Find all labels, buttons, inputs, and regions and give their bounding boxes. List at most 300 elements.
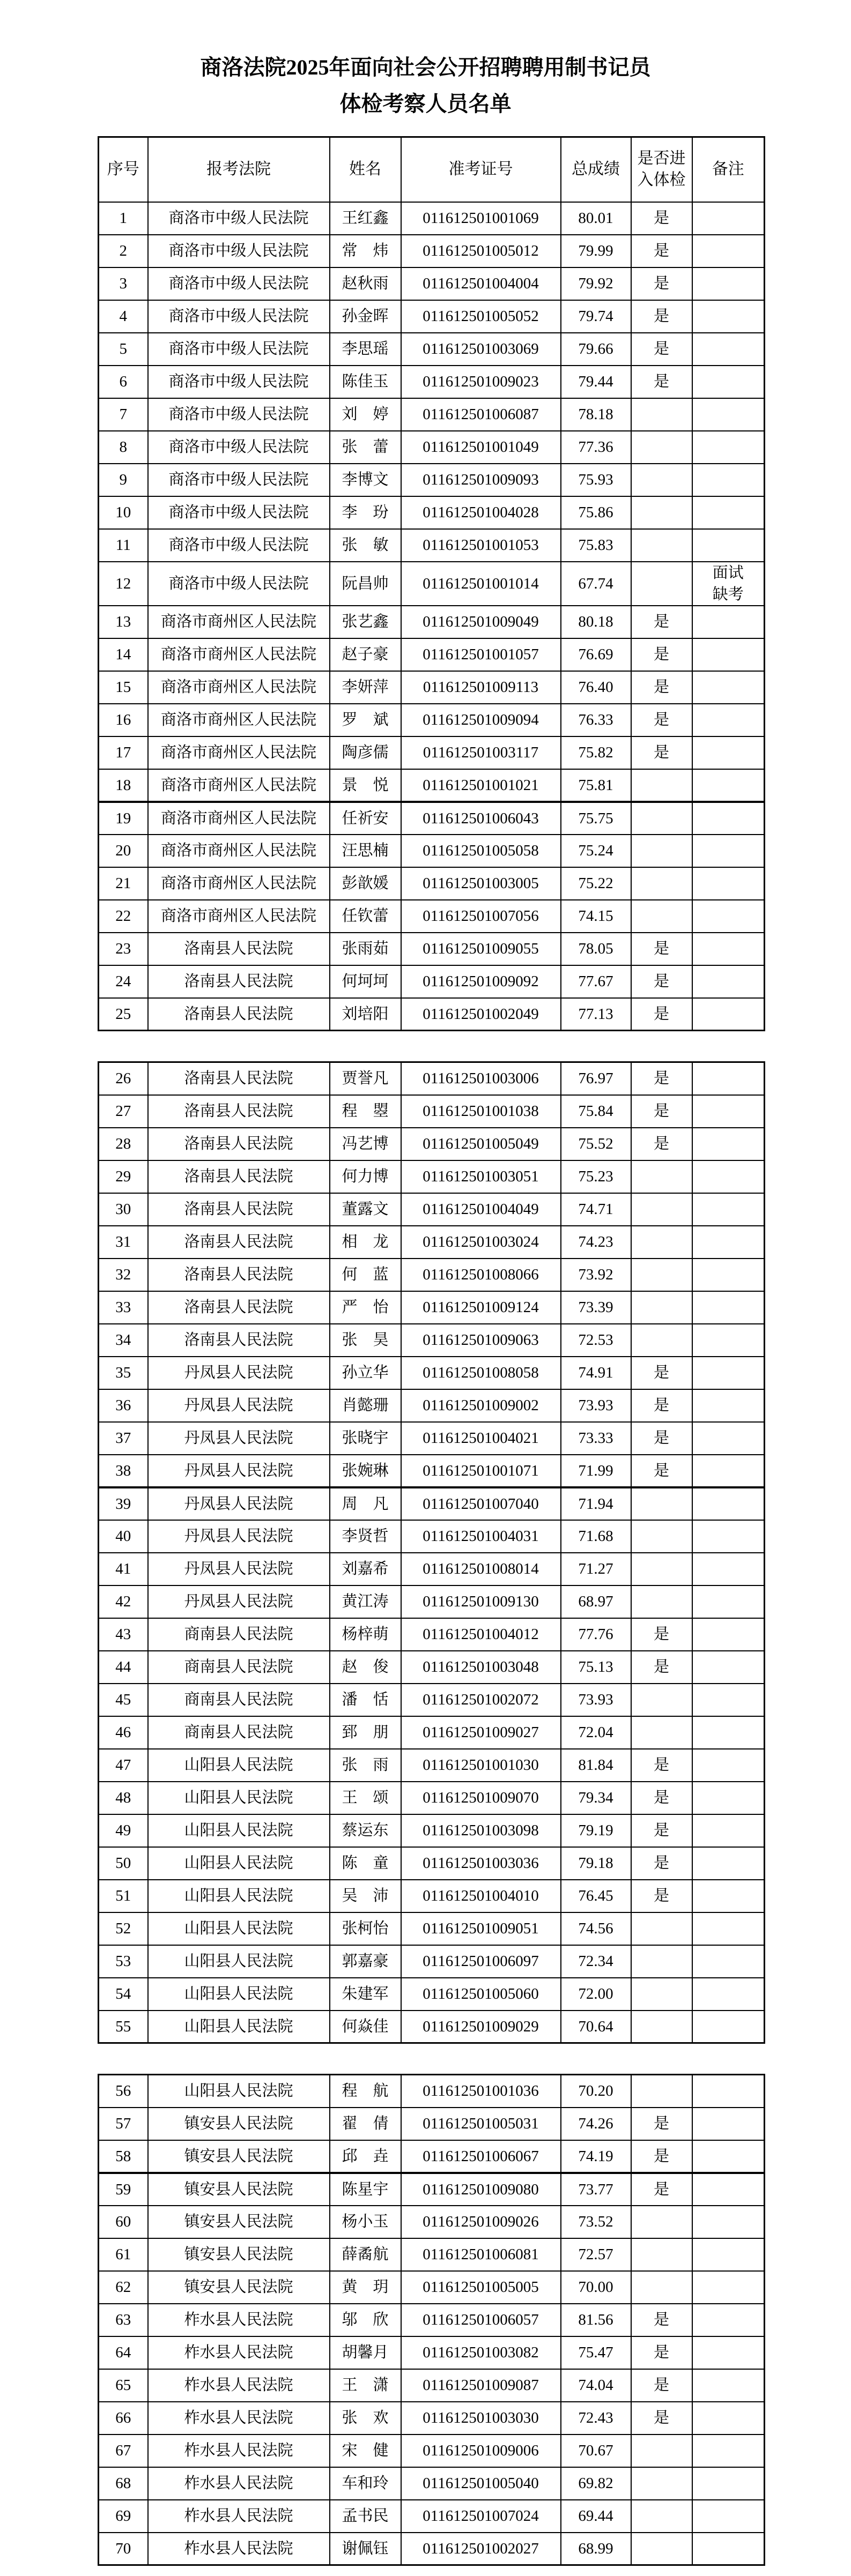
- cell-court: 柞水县人民法院: [148, 2434, 330, 2467]
- table-row: [99, 2500, 765, 2533]
- cell-name: 蔡运东: [330, 1814, 401, 1847]
- cell-remark: [692, 638, 765, 671]
- table-row: [99, 529, 765, 562]
- table-row: [99, 1357, 765, 1389]
- cell-remark: [692, 998, 765, 1031]
- table-row: [99, 965, 765, 998]
- cell-court: 商洛市中级人民法院: [148, 333, 330, 366]
- cell-enter-exam: [631, 769, 692, 802]
- cell-seq: 32: [99, 1259, 148, 1291]
- table-row: [99, 2173, 765, 2206]
- cell-name: 任钦蕾: [330, 900, 401, 933]
- cell-court: 商洛市中级人民法院: [148, 431, 330, 464]
- cell-seq: 2: [99, 235, 148, 267]
- cell-court: 商洛市中级人民法院: [148, 529, 330, 562]
- cell-seq: 40: [99, 1520, 148, 1553]
- cell-exam-no: 011612501006081: [401, 2238, 561, 2271]
- cell-exam-no: 011612501009051: [401, 1912, 561, 1945]
- table-row: [99, 1259, 765, 1291]
- cell-court: 商洛市商州区人民法院: [148, 671, 330, 704]
- cell-seq: 69: [99, 2500, 148, 2533]
- cell-court: 商洛市商州区人民法院: [148, 736, 330, 769]
- cell-exam-no: 011612501004010: [401, 1880, 561, 1912]
- cell-name: 董露文: [330, 1193, 401, 1226]
- cell-score: 78.18: [561, 398, 631, 431]
- cell-score: 79.74: [561, 300, 631, 333]
- cell-remark: [692, 1324, 765, 1357]
- cell-score: 67.74: [561, 562, 631, 606]
- cell-enter-exam: 是: [631, 965, 692, 998]
- cell-seq: 38: [99, 1455, 148, 1487]
- cell-exam-no: 011612501005058: [401, 835, 561, 867]
- cell-seq: 22: [99, 900, 148, 933]
- cell-court: 洛南县人民法院: [148, 1062, 330, 1095]
- cell-remark: [692, 835, 765, 867]
- cell-name: 赵秋雨: [330, 267, 401, 300]
- cell-exam-no: 011612501009049: [401, 606, 561, 638]
- cell-name: 孙立华: [330, 1357, 401, 1389]
- cell-score: 75.24: [561, 835, 631, 867]
- cell-exam-no: 011612501003117: [401, 736, 561, 769]
- cell-name: 贾誉凡: [330, 1062, 401, 1095]
- cell-remark: [692, 1684, 765, 1716]
- cell-seq: 53: [99, 1945, 148, 1978]
- cell-court: 商洛市商州区人民法院: [148, 638, 330, 671]
- cell-remark: [692, 2075, 765, 2108]
- cell-remark: [692, 1095, 765, 1128]
- table-row: [99, 998, 765, 1031]
- cell-seq: 16: [99, 704, 148, 736]
- cell-court: 山阳县人民法院: [148, 1749, 330, 1782]
- table-row: [99, 2467, 765, 2500]
- table-row: [99, 1389, 765, 1422]
- cell-court: 商洛市商州区人民法院: [148, 802, 330, 835]
- header-seq: 序号: [99, 137, 148, 202]
- cell-enter-exam: [631, 1553, 692, 1585]
- cell-exam-no: 011612501001069: [401, 202, 561, 235]
- cell-score: 76.97: [561, 1062, 631, 1095]
- cell-court: 山阳县人民法院: [148, 2075, 330, 2108]
- cell-remark: [692, 2434, 765, 2467]
- cell-enter-exam: 是: [631, 671, 692, 704]
- cell-score: 76.69: [561, 638, 631, 671]
- cell-exam-no: 011612501009093: [401, 464, 561, 496]
- cell-exam-no: 011612501009113: [401, 671, 561, 704]
- cell-exam-no: 011612501004031: [401, 1520, 561, 1553]
- cell-name: 景 悦: [330, 769, 401, 802]
- cell-remark: [692, 267, 765, 300]
- cell-score: 74.15: [561, 900, 631, 933]
- cell-remark: [692, 1422, 765, 1455]
- header-exam-no: 准考证号: [401, 137, 561, 202]
- cell-enter-exam: [631, 1193, 692, 1226]
- table-row: [99, 431, 765, 464]
- cell-exam-no: 011612501004012: [401, 1618, 561, 1651]
- cell-seq: 43: [99, 1618, 148, 1651]
- table-row: [99, 704, 765, 736]
- cell-score: 72.43: [561, 2402, 631, 2434]
- cell-exam-no: 011612501003036: [401, 1847, 561, 1880]
- table-row: [99, 1324, 765, 1357]
- cell-remark: [692, 2140, 765, 2173]
- cell-court: 商洛市中级人民法院: [148, 562, 330, 606]
- table-row: [99, 606, 765, 638]
- cell-remark: [692, 1945, 765, 1978]
- cell-seq: 14: [99, 638, 148, 671]
- cell-court: 洛南县人民法院: [148, 1226, 330, 1259]
- cell-score: 73.93: [561, 1684, 631, 1716]
- cell-remark: [692, 1455, 765, 1487]
- cell-exam-no: 011612501004028: [401, 496, 561, 529]
- cell-name: 邬 欣: [330, 2304, 401, 2336]
- table-row: [99, 1193, 765, 1226]
- cell-seq: 3: [99, 267, 148, 300]
- cell-score: 77.76: [561, 1618, 631, 1651]
- table-row: [99, 1814, 765, 1847]
- cell-court: 丹凤县人民法院: [148, 1585, 330, 1618]
- cell-name: 张 蕾: [330, 431, 401, 464]
- table-row: [99, 1128, 765, 1160]
- cell-remark: [692, 2304, 765, 2336]
- cell-enter-exam: [631, 1978, 692, 2011]
- cell-score: 75.86: [561, 496, 631, 529]
- cell-remark: [692, 398, 765, 431]
- cell-exam-no: 011612501009027: [401, 1716, 561, 1749]
- cell-seq: 19: [99, 802, 148, 835]
- cell-name: 王 颂: [330, 1782, 401, 1814]
- cell-enter-exam: 是: [631, 2402, 692, 2434]
- cell-seq: 6: [99, 366, 148, 398]
- cell-enter-exam: 是: [631, 1880, 692, 1912]
- cell-score: 72.53: [561, 1324, 631, 1357]
- cell-enter-exam: 是: [631, 1814, 692, 1847]
- cell-exam-no: 011612501009087: [401, 2369, 561, 2402]
- cell-remark: [692, 366, 765, 398]
- cell-enter-exam: 是: [631, 638, 692, 671]
- cell-score: 74.56: [561, 1912, 631, 1945]
- cell-score: 75.22: [561, 867, 631, 900]
- cell-enter-exam: [631, 562, 692, 606]
- table-row: [99, 1291, 765, 1324]
- cell-score: 80.01: [561, 202, 631, 235]
- cell-exam-no: 011612501001021: [401, 769, 561, 802]
- table-row: [99, 1716, 765, 1749]
- cell-seq: 23: [99, 933, 148, 965]
- cell-score: 77.13: [561, 998, 631, 1031]
- cell-seq: 10: [99, 496, 148, 529]
- cell-name: 黄江涛: [330, 1585, 401, 1618]
- cell-name: 孙金晖: [330, 300, 401, 333]
- cell-name: 严 怡: [330, 1291, 401, 1324]
- cell-score: 74.71: [561, 1193, 631, 1226]
- cell-score: 71.68: [561, 1520, 631, 1553]
- cell-exam-no: 011612501009029: [401, 2011, 561, 2043]
- roster-table-block-2: [98, 1061, 765, 2044]
- cell-court: 洛南县人民法院: [148, 1128, 330, 1160]
- cell-seq: 60: [99, 2206, 148, 2238]
- cell-remark: [692, 1749, 765, 1782]
- cell-seq: 50: [99, 1847, 148, 1880]
- cell-exam-no: 011612501008066: [401, 1259, 561, 1291]
- cell-enter-exam: 是: [631, 606, 692, 638]
- cell-enter-exam: 是: [631, 1782, 692, 1814]
- cell-court: 镇安县人民法院: [148, 2173, 330, 2206]
- cell-enter-exam: 是: [631, 1618, 692, 1651]
- cell-court: 丹凤县人民法院: [148, 1553, 330, 1585]
- cell-name: 陈 童: [330, 1847, 401, 1880]
- cell-name: 薛矞航: [330, 2238, 401, 2271]
- table-row: [99, 562, 765, 606]
- cell-enter-exam: 是: [631, 267, 692, 300]
- table-row: [99, 1651, 765, 1684]
- table-row: [99, 1062, 765, 1095]
- cell-enter-exam: 是: [631, 202, 692, 235]
- cell-remark: [692, 1291, 765, 1324]
- cell-court: 镇安县人民法院: [148, 2271, 330, 2304]
- cell-remark: [692, 333, 765, 366]
- cell-name: 胡馨月: [330, 2336, 401, 2369]
- cell-court: 丹凤县人民法院: [148, 1389, 330, 1422]
- cell-exam-no: 011612501005052: [401, 300, 561, 333]
- cell-exam-no: 011612501008014: [401, 1553, 561, 1585]
- cell-exam-no: 011612501001038: [401, 1095, 561, 1128]
- cell-remark: [692, 802, 765, 835]
- table-row: [99, 2533, 765, 2565]
- cell-enter-exam: [631, 1945, 692, 1978]
- cell-court: 商南县人民法院: [148, 1618, 330, 1651]
- cell-exam-no: 011612501006057: [401, 2304, 561, 2336]
- cell-remark: [692, 1062, 765, 1095]
- cell-score: 79.66: [561, 333, 631, 366]
- table-row: [99, 638, 765, 671]
- cell-name: 任祈安: [330, 802, 401, 835]
- cell-court: 商洛市中级人民法院: [148, 496, 330, 529]
- cell-remark: [692, 769, 765, 802]
- cell-name: 周 凡: [330, 1487, 401, 1520]
- cell-court: 柞水县人民法院: [148, 2500, 330, 2533]
- cell-exam-no: 011612501005060: [401, 1978, 561, 2011]
- cell-seq: 64: [99, 2336, 148, 2369]
- cell-enter-exam: [631, 529, 692, 562]
- cell-enter-exam: [631, 1912, 692, 1945]
- cell-enter-exam: [631, 2467, 692, 2500]
- cell-court: 商洛市中级人民法院: [148, 202, 330, 235]
- cell-remark: [692, 1520, 765, 1553]
- cell-enter-exam: [631, 2075, 692, 2108]
- cell-exam-no: 011612501003005: [401, 867, 561, 900]
- cell-name: 汪思楠: [330, 835, 401, 867]
- cell-score: 73.39: [561, 1291, 631, 1324]
- cell-exam-no: 011612501009070: [401, 1782, 561, 1814]
- table-row: [99, 1553, 765, 1585]
- cell-remark: [692, 2206, 765, 2238]
- cell-seq: 8: [99, 431, 148, 464]
- cell-name: 张雨茹: [330, 933, 401, 965]
- cell-score: 74.04: [561, 2369, 631, 2402]
- cell-name: 张柯怡: [330, 1912, 401, 1945]
- cell-seq: 1: [99, 202, 148, 235]
- cell-seq: 48: [99, 1782, 148, 1814]
- cell-exam-no: 011612501001071: [401, 1455, 561, 1487]
- cell-seq: 54: [99, 1978, 148, 2011]
- cell-name: 刘培阳: [330, 998, 401, 1031]
- cell-name: 张 敏: [330, 529, 401, 562]
- cell-enter-exam: 是: [631, 1389, 692, 1422]
- table-row: [99, 769, 765, 802]
- cell-enter-exam: [631, 802, 692, 835]
- cell-exam-no: 011612501001053: [401, 529, 561, 562]
- cell-score: 72.57: [561, 2238, 631, 2271]
- cell-remark: [692, 529, 765, 562]
- cell-score: 69.82: [561, 2467, 631, 2500]
- cell-seq: 37: [99, 1422, 148, 1455]
- cell-remark: [692, 2238, 765, 2271]
- table-row: [99, 1945, 765, 1978]
- header-court: 报考法院: [148, 137, 330, 202]
- cell-enter-exam: [631, 2434, 692, 2467]
- cell-name: 王 潇: [330, 2369, 401, 2402]
- cell-remark: [692, 2271, 765, 2304]
- table-row: [99, 1487, 765, 1520]
- cell-court: 商洛市中级人民法院: [148, 366, 330, 398]
- cell-seq: 31: [99, 1226, 148, 1259]
- cell-seq: 39: [99, 1487, 148, 1520]
- table-row: [99, 2304, 765, 2336]
- cell-enter-exam: 是: [631, 2336, 692, 2369]
- cell-seq: 51: [99, 1880, 148, 1912]
- cell-name: 朱建军: [330, 1978, 401, 2011]
- cell-remark: [692, 2173, 765, 2206]
- cell-remark: [692, 2402, 765, 2434]
- cell-seq: 58: [99, 2140, 148, 2173]
- cell-name: 阮昌帅: [330, 562, 401, 606]
- cell-remark: [692, 1782, 765, 1814]
- cell-seq: 28: [99, 1128, 148, 1160]
- cell-enter-exam: 是: [631, 933, 692, 965]
- cell-remark: [692, 867, 765, 900]
- cell-seq: 49: [99, 1814, 148, 1847]
- cell-seq: 62: [99, 2271, 148, 2304]
- cell-score: 70.00: [561, 2271, 631, 2304]
- cell-score: 77.36: [561, 431, 631, 464]
- cell-seq: 59: [99, 2173, 148, 2206]
- cell-name: 刘 婷: [330, 398, 401, 431]
- cell-exam-no: 011612501004049: [401, 1193, 561, 1226]
- cell-enter-exam: 是: [631, 1062, 692, 1095]
- table-row: [99, 1912, 765, 1945]
- cell-score: 73.52: [561, 2206, 631, 2238]
- cell-enter-exam: 是: [631, 1422, 692, 1455]
- cell-remark: [692, 1814, 765, 1847]
- cell-seq: 68: [99, 2467, 148, 2500]
- cell-name: 李博文: [330, 464, 401, 496]
- table-row: [99, 2402, 765, 2434]
- cell-exam-no: 011612501007056: [401, 900, 561, 933]
- table-row: [99, 1226, 765, 1259]
- cell-exam-no: 011612501009063: [401, 1324, 561, 1357]
- cell-score: 75.93: [561, 464, 631, 496]
- cell-seq: 61: [99, 2238, 148, 2271]
- cell-name: 邱 垚: [330, 2140, 401, 2173]
- table-row: [99, 671, 765, 704]
- table-row: [99, 1455, 765, 1487]
- table-row: [99, 802, 765, 835]
- cell-court: 商洛市商州区人民法院: [148, 704, 330, 736]
- cell-remark: [692, 1618, 765, 1651]
- table-row: [99, 202, 765, 235]
- table-row: [99, 1978, 765, 2011]
- cell-remark: [692, 965, 765, 998]
- cell-enter-exam: [631, 2011, 692, 2043]
- cell-exam-no: 011612501003051: [401, 1160, 561, 1193]
- cell-seq: 9: [99, 464, 148, 496]
- cell-score: 68.99: [561, 2533, 631, 2565]
- cell-enter-exam: [631, 496, 692, 529]
- table-row: [99, 1585, 765, 1618]
- cell-name: 郭嘉豪: [330, 1945, 401, 1978]
- cell-court: 山阳县人民法院: [148, 1978, 330, 2011]
- cell-name: 张艺鑫: [330, 606, 401, 638]
- cell-score: 76.33: [561, 704, 631, 736]
- cell-exam-no: 011612501003098: [401, 1814, 561, 1847]
- cell-score: 79.18: [561, 1847, 631, 1880]
- table-row: [99, 1095, 765, 1128]
- cell-name: 冯艺博: [330, 1128, 401, 1160]
- table-row: [99, 2011, 765, 2043]
- cell-remark: [692, 1160, 765, 1193]
- cell-enter-exam: 是: [631, 1095, 692, 1128]
- cell-seq: 66: [99, 2402, 148, 2434]
- cell-seq: 70: [99, 2533, 148, 2565]
- cell-exam-no: 011612501005012: [401, 235, 561, 267]
- cell-court: 洛南县人民法院: [148, 1193, 330, 1226]
- cell-court: 商洛市中级人民法院: [148, 398, 330, 431]
- table-row: [99, 835, 765, 867]
- cell-seq: 25: [99, 998, 148, 1031]
- cell-enter-exam: [631, 1487, 692, 1520]
- cell-seq: 67: [99, 2434, 148, 2467]
- table-row: [99, 2336, 765, 2369]
- cell-name: 常 炜: [330, 235, 401, 267]
- cell-score: 72.34: [561, 1945, 631, 1978]
- cell-score: 73.77: [561, 2173, 631, 2206]
- cell-name: 吴 沛: [330, 1880, 401, 1912]
- cell-score: 74.19: [561, 2140, 631, 2173]
- cell-score: 75.81: [561, 769, 631, 802]
- cell-score: 81.84: [561, 1749, 631, 1782]
- cell-enter-exam: [631, 2533, 692, 2565]
- cell-enter-exam: [631, 1684, 692, 1716]
- cell-score: 79.44: [561, 366, 631, 398]
- cell-remark: [692, 2467, 765, 2500]
- cell-exam-no: 011612501004004: [401, 267, 561, 300]
- cell-seq: 47: [99, 1749, 148, 1782]
- cell-remark: [692, 1259, 765, 1291]
- cell-court: 镇安县人民法院: [148, 2108, 330, 2140]
- cell-exam-no: 011612501009055: [401, 933, 561, 965]
- cell-court: 商洛市商州区人民法院: [148, 900, 330, 933]
- cell-score: 75.13: [561, 1651, 631, 1684]
- cell-seq: 30: [99, 1193, 148, 1226]
- cell-seq: 45: [99, 1684, 148, 1716]
- cell-enter-exam: 是: [631, 2369, 692, 2402]
- cell-remark: [692, 431, 765, 464]
- cell-remark: [692, 464, 765, 496]
- cell-score: 75.23: [561, 1160, 631, 1193]
- cell-name: 张婉琳: [330, 1455, 401, 1487]
- cell-remark: [692, 736, 765, 769]
- cell-exam-no: 011612501004021: [401, 1422, 561, 1455]
